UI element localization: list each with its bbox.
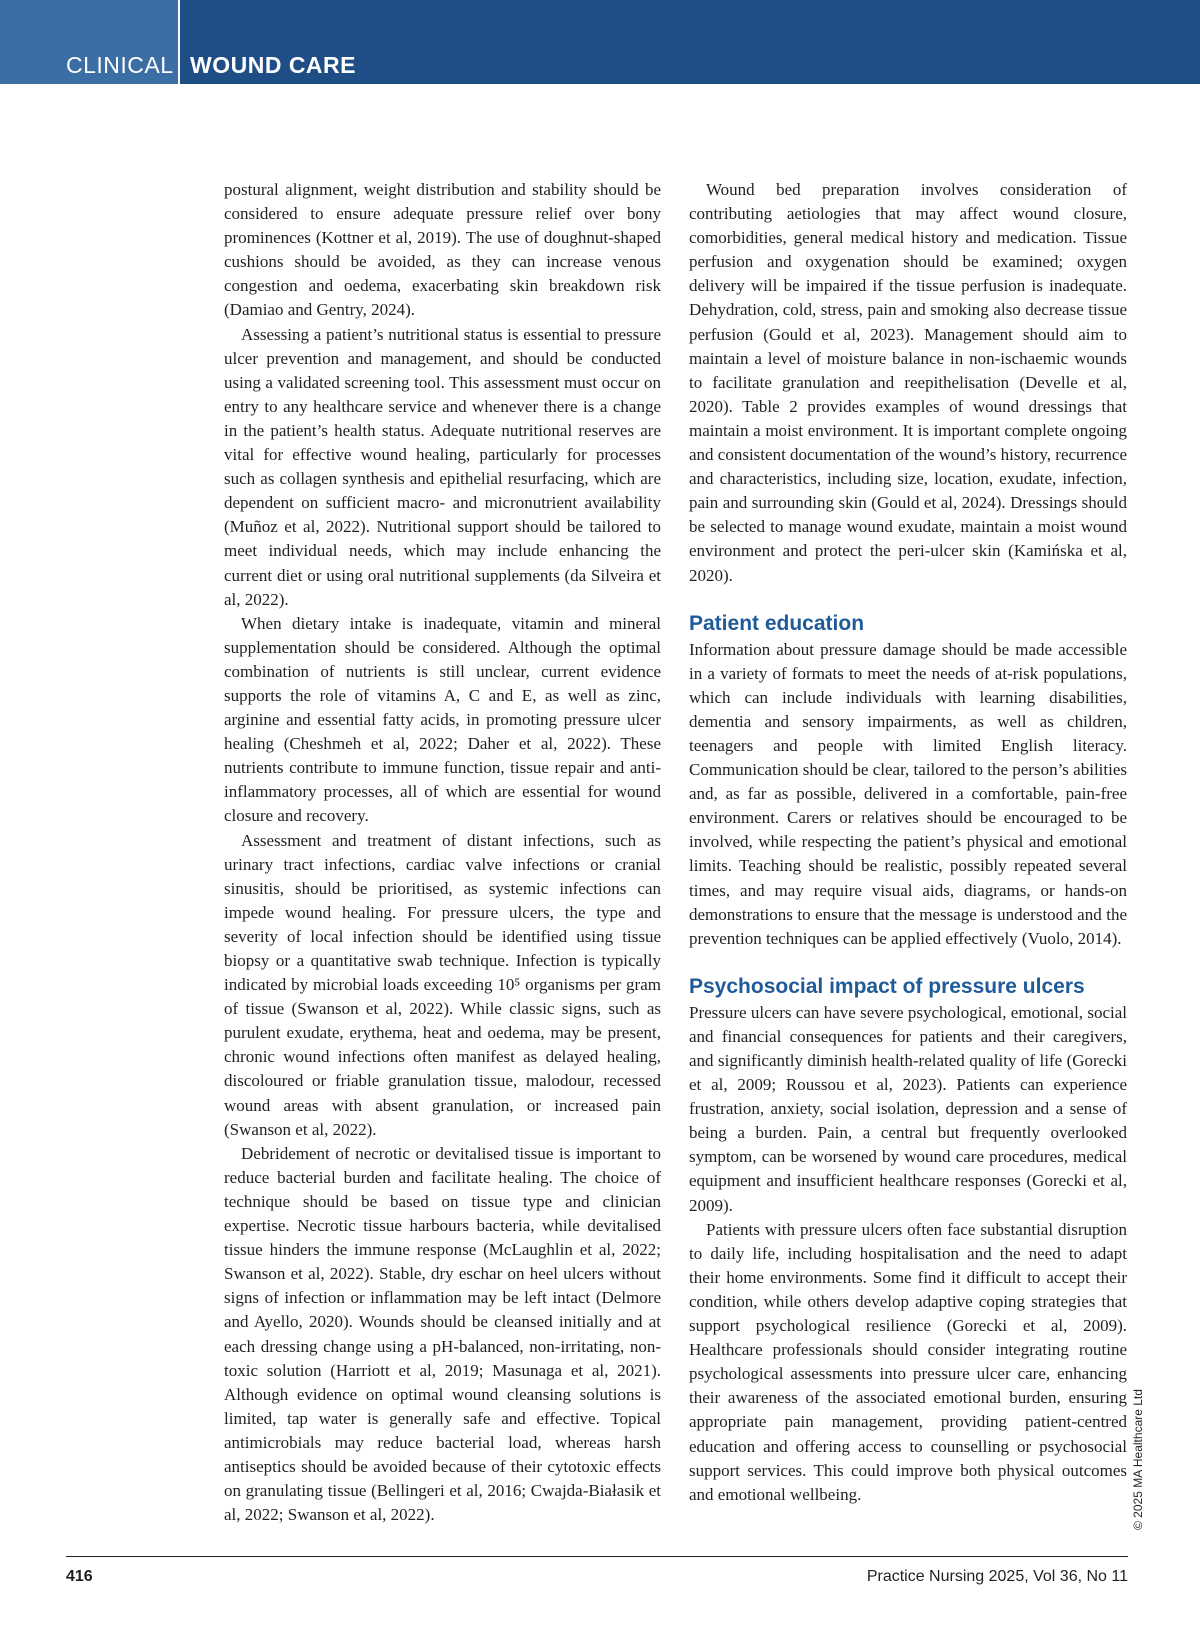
- body-paragraph: Wound bed preparation involves consideration of contributing aetiologies that may affect wound closure, comorbidities, general medical history and medication. Tissue perfusion and oxygenation should be examined; oxygen delivery will be impaired if the tissue perfusion is inadequate. Dehydration, cold, stress, pain and smoking also decrease tissue perfusion (Gould et al, 2023). Management should aim to maintain a level of moisture balance in non-ischaemic wounds to facilitate granulation and reepithelisation (Develle et al, 2020). Table 2 provides examples of wound dressings that maintain a moist environment. It is important complete ongoing and consistent documentation of the wound’s history, recurrence and characteristics, including size, location, exudate, infection, pain and surrounding skin (Gould et al, 2024). Dressings should be selected to manage wound exudate, maintain a moist wound environment and protect the peri-ulcer skin (Kamińska et al, 2020).: [689, 180, 1127, 585]
- body-paragraph: postural alignment, weight distribution and stability should be considered to ensure adequate pressure relief over bony prominences (Kottner et al, 2019). The use of doughnut-shaped cushions should be avoided, as they can increase venous congestion and oedema, exacerbating skin breakdown risk (Damiao and Gentry, 2024).: [224, 180, 661, 320]
- header-section-label: WOUND CARE: [190, 52, 356, 78]
- page-number: 416: [66, 1568, 93, 1585]
- body-paragraph: Pressure ulcers can have severe psychological, emotional, social and financial consequences for patients and their caregivers, and significantly diminish health-related quality of life (Gorecki et al, 2009; Roussou et al, 2023). Patients can experience frustration, anxiety, social isolation, depression and a sense of being a burden. Pain, a central but frequently overlooked symptom, can be worsened by wound care procedures, medical equipment and insufficient healthcare responses (Gorecki et al, 2009).: [689, 1002, 1127, 1215]
- section-heading-patient-education: Patient education: [689, 611, 865, 635]
- body-paragraph: Assessment and treatment of distant infections, such as urinary tract infections, cardiac valve infections or cranial sinusitis, should be prioritised, as systemic infections can impede wound healing. For pressure ulcers, the type and severity of local infection should be identified using tissue biopsy or a quantitative swab technique. Infection is typically indicated by microbial loads exceeding 10⁵ organisms per gram of tissue (Swanson et al, 2022). While classic signs, such as purulent exudate, erythema, heat and oedema, may be present, chronic wound infections often manifest as delayed healing, discoloured or friable granulation tissue, malodour, recessed wound areas with absent granulation, or increased pain (Swanson et al, 2022).: [224, 830, 661, 1139]
- header-category-label: CLINICAL: [66, 52, 174, 78]
- footer-divider: [66, 1556, 1128, 1557]
- left-column: [224, 178, 661, 1527]
- copyright-note: © 2025 MA Healthcare Ltd: [1131, 1389, 1145, 1530]
- right-column: [689, 178, 1127, 1507]
- journal-citation: Practice Nursing 2025, Vol 36, No 11: [866, 1568, 1128, 1585]
- body-paragraph: Debridement of necrotic or devitalised tissue is important to reduce bacterial burden and facilitate healing. The choice of technique should be based on tissue type and clinician expertise. Necrotic tissue harbours bacteria, while devitalised tissue hinders the immune response (McLaughlin et al, 2022; Swanson et al, 2022). Stable, dry eschar on heel ulcers without signs of infection or inflammation may be left intact (Delmore and Ayello, 2020). Wounds should be cleansed initially and at each dressing change using a pH-balanced, non-irritating, non-toxic solution (Harriott et al, 2019; Masunaga et al, 2021). Although evidence on optimal wound cleansing solutions is limited, tap water is generally safe and effective. Topical antimicrobials may reduce bacterial load, whereas harsh antiseptics should be avoided because of their cytotoxic effects on granulating tissue (Bellingeri et al, 2016; Cwajda-Białasik et al, 2022; Swanson et al, 2022).: [224, 1143, 661, 1525]
- page-header: [0, 0, 1200, 84]
- section-heading-psychosocial: Psychosocial impact of pressure ulcers: [689, 974, 1085, 998]
- body-paragraph: Patients with pressure ulcers often face substantial disruption to daily life, including hospitalisation and the need to adapt their home environments. Some find it difficult to accept their condition, while others develop adaptive coping strategies that support psychological resilience (Gorecki et al, 2009). Healthcare professionals should consider integrating routine psychological assessments into pressure ulcer care, enhancing their awareness of the associated emotional burden, ensuring appropriate pain management, providing patient-centred education and offering access to counselling or psychosocial support services. This could improve both physical outcomes and emotional wellbeing.: [689, 1219, 1127, 1504]
- body-paragraph: Assessing a patient’s nutritional status is essential to pressure ulcer prevention and management, and should be conducted using a validated screening tool. This assessment must occur on entry to any healthcare service and whenever there is a change in the patient’s health status. Adequate nutritional reserves are vital for effective wound healing, particularly for processes such as collagen synthesis and epithelial resurfacing, which are dependent on sufficient macro- and micronutrient availability (Muñoz et al, 2022). Nutritional support should be tailored to meet individual needs, which may include enhancing the current diet or using oral nutritional supplements (da Silveira et al, 2022).: [224, 324, 661, 609]
- body-paragraph: Information about pressure damage should be made accessible in a variety of formats to meet the needs of at-risk populations, which can include individuals with learning disabilities, dementia and sensory impairments, as well as children, teenagers and people with limited English literacy. Communication should be clear, tailored to the person’s abilities and, as far as possible, delivered in a comfortable, pain-free environment. Carers or relatives should be encouraged to be involved, while respecting the patient’s physical and emotional limits. Teaching should be realistic, possibly repeated several times, and may require visual aids, diagrams, or hands-on demonstrations to ensure that the message is understood and the prevention techniques can be applied effectively (Vuolo, 2014).: [689, 639, 1127, 948]
- body-paragraph: When dietary intake is inadequate, vitamin and mineral supplementation should be considered. Although the optimal combination of nutrients is still unclear, current evidence supports the role of vitamins A, C and E, as well as zinc, arginine and essential fatty acids, in promoting pressure ulcer healing (Cheshmeh et al, 2022; Daher et al, 2022). These nutrients contribute to immune function, tissue repair and anti-inflammatory processes, all of which are essential for wound closure and recovery.: [224, 613, 661, 826]
